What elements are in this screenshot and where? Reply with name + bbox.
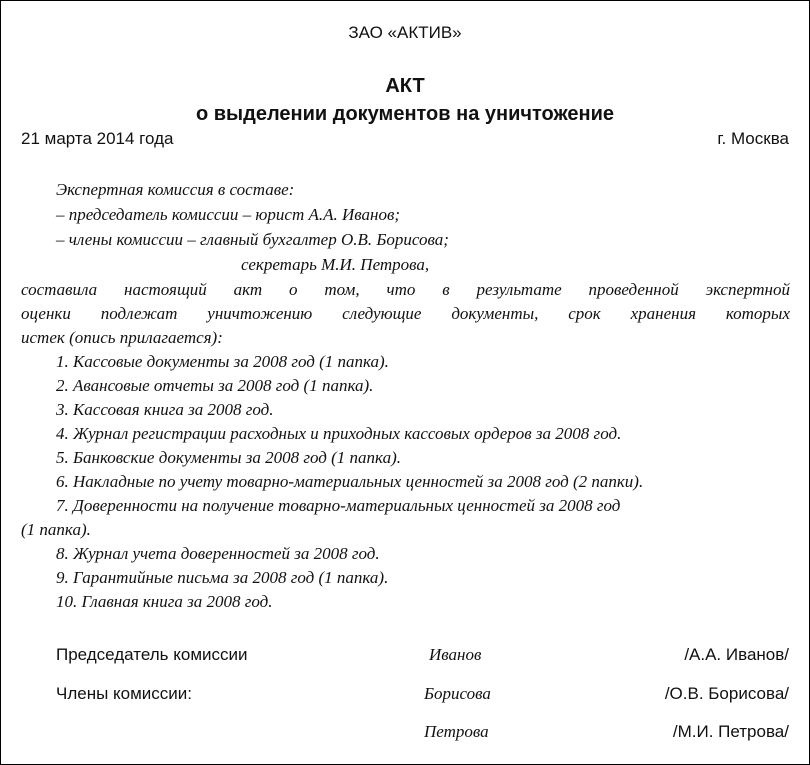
chairman-signature: Иванов bbox=[429, 645, 482, 664]
document-date: 21 марта 2014 года bbox=[21, 129, 174, 148]
document-subtitle: о выделении документов на уничтожение bbox=[195, 103, 615, 125]
document-city: г. Москва bbox=[717, 129, 789, 148]
commission-secretary: секретарь М.И. Петрова, bbox=[241, 255, 430, 274]
list-item: 3. Кассовая книга за 2008 год. bbox=[56, 400, 274, 419]
list-item: 7. Доверенности на получение товарно-материальных ценностей за 2008 год bbox=[56, 496, 621, 515]
commission-intro: Экспертная комиссия в составе: bbox=[56, 180, 295, 199]
commission-chairman: – председатель комиссии – юрист А.А. Иванов; bbox=[56, 205, 401, 224]
member2-signature: Петрова bbox=[424, 722, 489, 741]
statement-line-3: истек (опись прилагается): bbox=[21, 328, 223, 347]
list-item: 6. Накладные по учету товарно-материальных ценностей за 2008 год (2 папки). bbox=[56, 472, 644, 491]
statement-line-1: составила настоящий акт о том, что в результате проведенной экспертной bbox=[21, 280, 790, 299]
members-label: Члены комиссии: bbox=[56, 684, 193, 703]
chairman-label: Председатель комиссии bbox=[56, 645, 248, 664]
commission-members: – члены комиссии – главный бухгалтер О.В. Борисова; bbox=[56, 230, 449, 249]
list-item-continuation: (1 папка). bbox=[21, 520, 91, 539]
list-item: 1. Кассовые документы за 2008 год (1 папка). bbox=[56, 352, 389, 371]
document-title: АКТ bbox=[385, 75, 425, 97]
list-item: 4. Журнал регистрации расходных и приходных кассовых ордеров за 2008 год. bbox=[56, 424, 622, 443]
member1-name: /О.В. Борисова/ bbox=[664, 684, 789, 703]
member1-signature: Борисова bbox=[424, 684, 491, 703]
list-item: 8. Журнал учета доверенностей за 2008 год. bbox=[56, 544, 380, 563]
statement-line-2: оценки подлежат уничтожению следующие документы, срок хранения которых bbox=[21, 304, 790, 323]
list-item: 10. Главная книга за 2008 год. bbox=[56, 592, 273, 611]
chairman-name: /А.А. Иванов/ bbox=[684, 645, 789, 664]
organization-name: ЗАО «АКТИВ» bbox=[348, 23, 462, 42]
member2-name: /М.И. Петрова/ bbox=[672, 722, 789, 741]
list-item: 9. Гарантийные письма за 2008 год (1 папка). bbox=[56, 568, 389, 587]
list-item: 2. Авансовые отчеты за 2008 год (1 папка). bbox=[56, 376, 374, 395]
list-item: 5. Банковские документы за 2008 год (1 папка). bbox=[56, 448, 401, 467]
